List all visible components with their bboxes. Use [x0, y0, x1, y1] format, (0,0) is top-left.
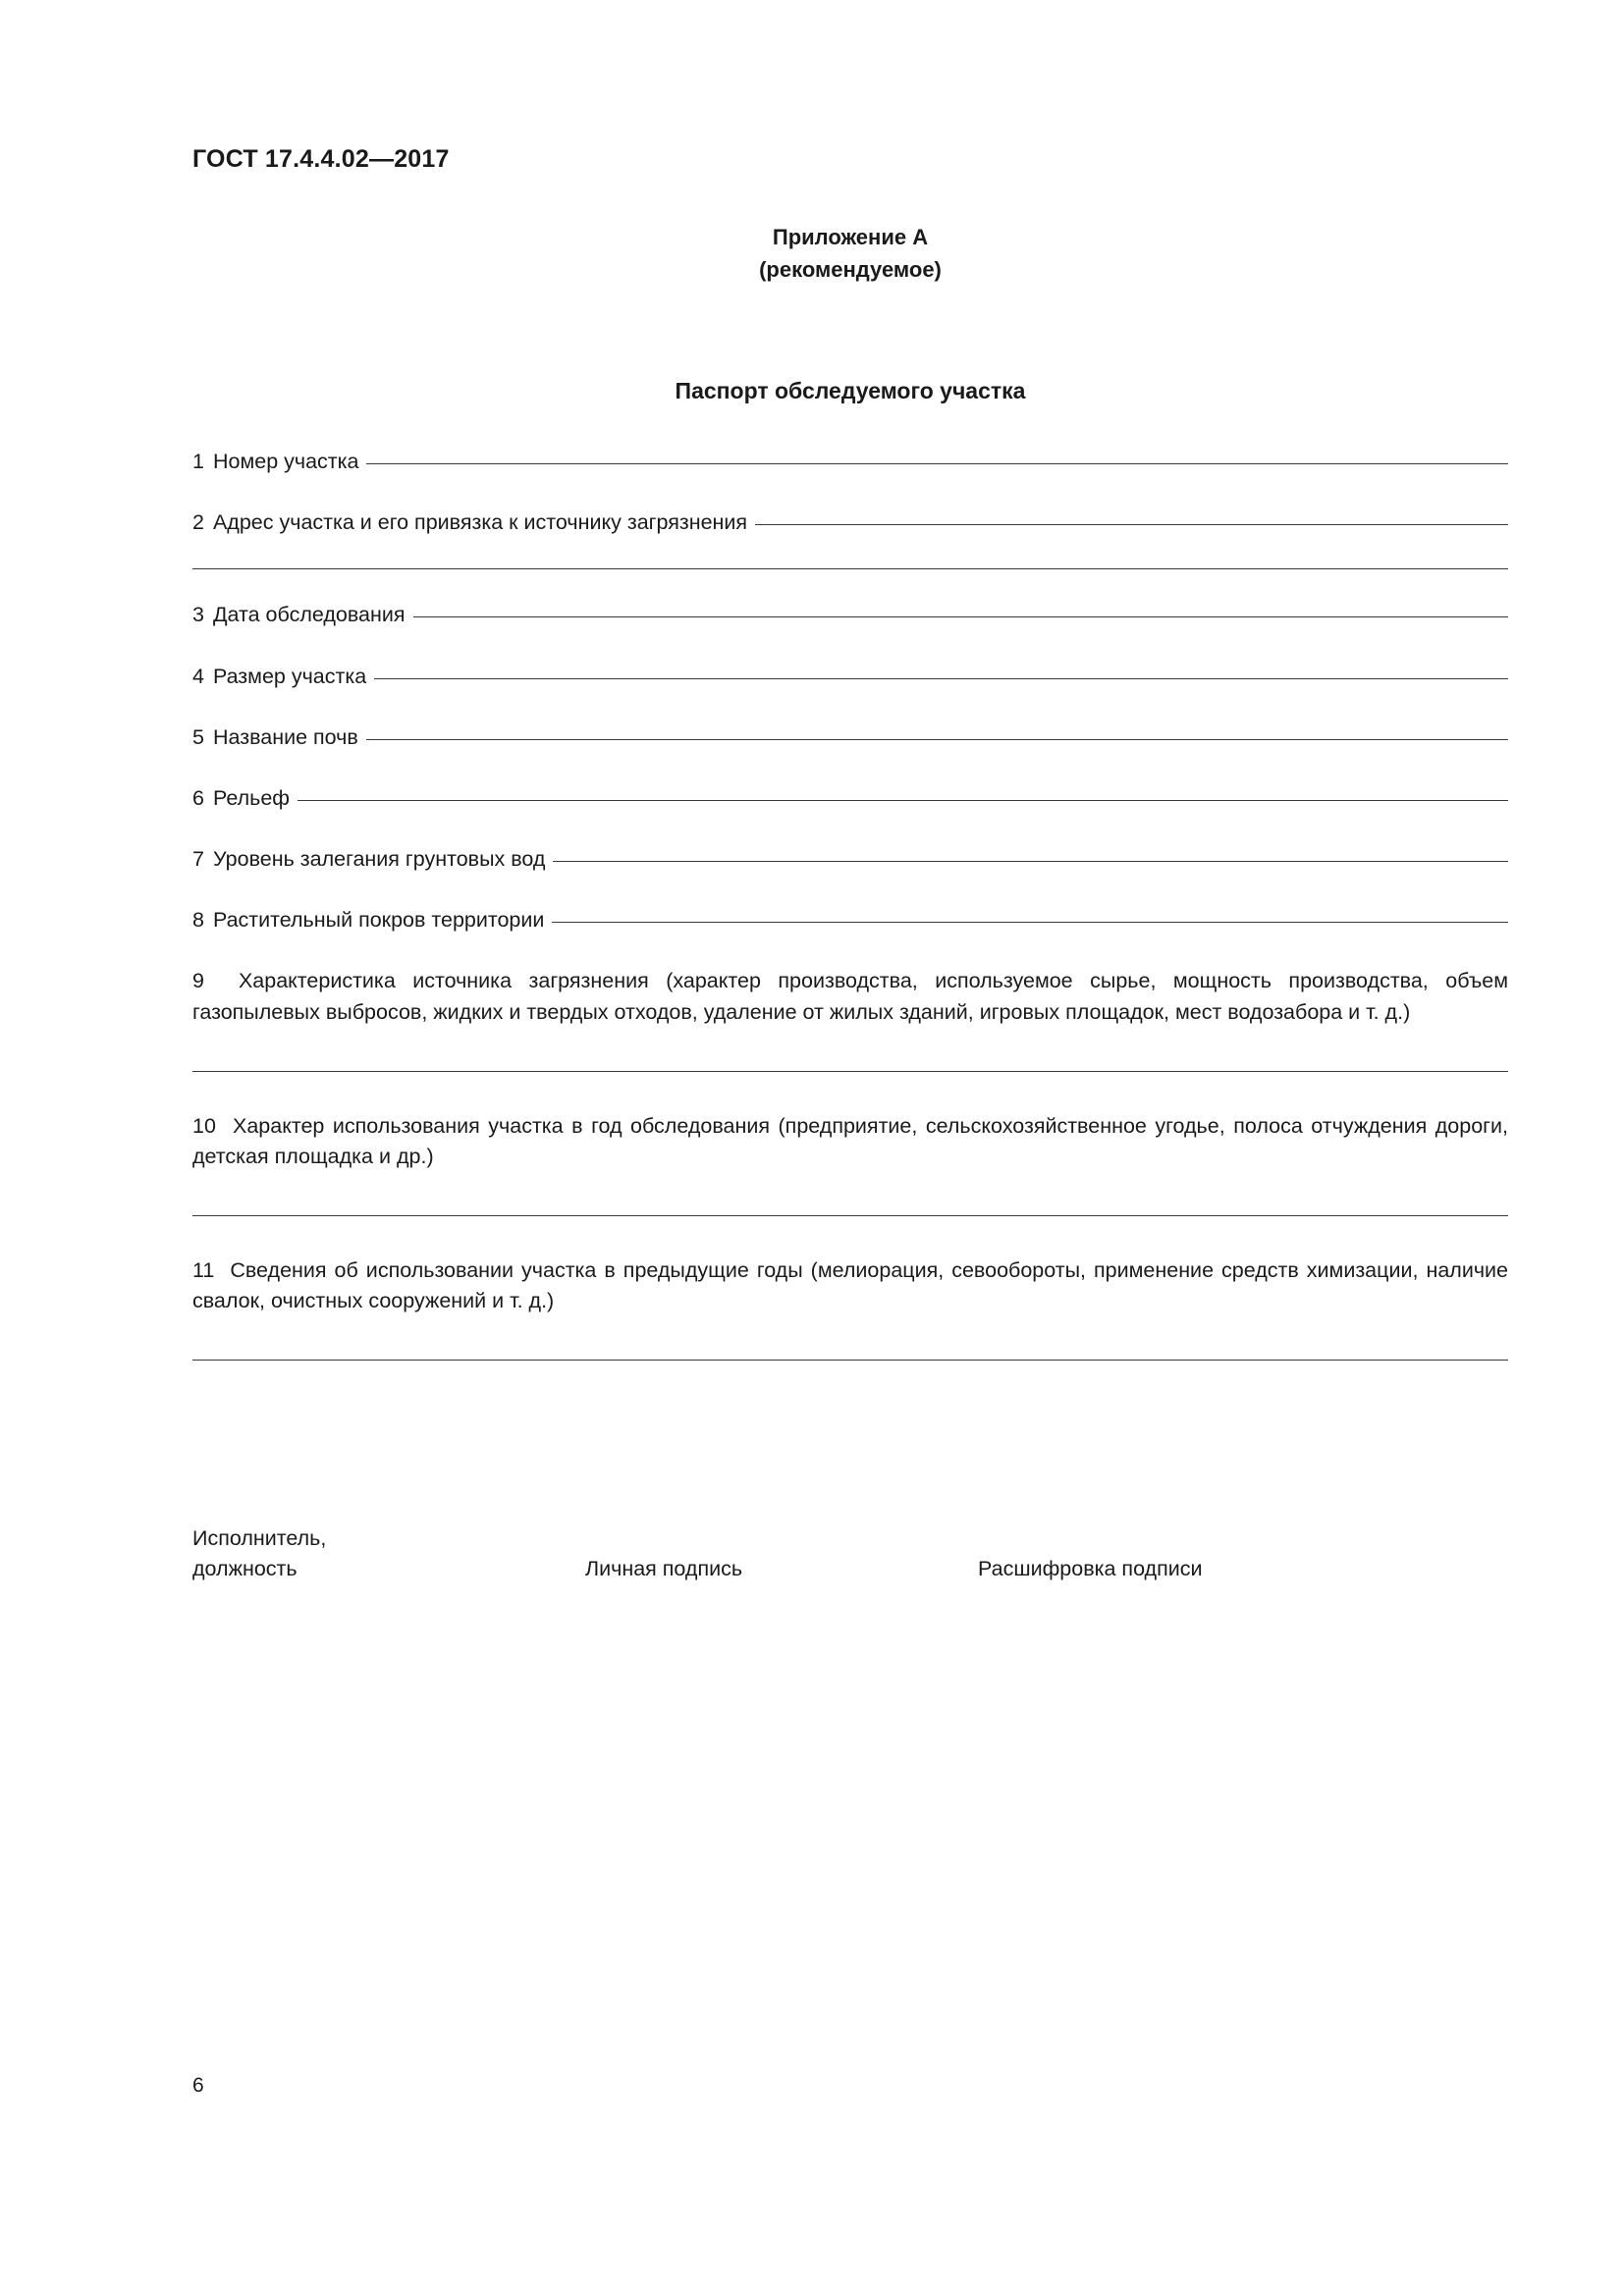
- field-number: 2: [192, 510, 204, 535]
- field-label: Размер участка: [212, 664, 367, 688]
- field-label: Сведения об использовании участка в предыдущие годы (мелиорация, севообороты, применение средств химизации, наличие свалок, очистных сооружений и т. д.): [192, 1258, 1508, 1313]
- field-number: 10: [192, 1113, 216, 1138]
- field-fill-line[interactable]: [366, 739, 1508, 740]
- field-text: [192, 1111, 1508, 1172]
- field-fill-line[interactable]: [366, 463, 1508, 464]
- annex-subtitle: (рекомендуемое): [759, 257, 942, 282]
- form-field-1: [192, 447, 1508, 477]
- form-fields-list: [192, 447, 1508, 1400]
- form-field-10-fill-line[interactable]: [192, 1215, 1508, 1216]
- form-field-10: [192, 1111, 1508, 1216]
- field-number: 9: [192, 969, 204, 993]
- field-label: Дата обследования: [212, 603, 406, 627]
- personal-signature-label: [585, 1523, 978, 1584]
- field-fill-line[interactable]: [553, 861, 1508, 862]
- executor-line-1: Исполнитель,: [192, 1526, 327, 1550]
- executor-line-2: должность: [192, 1557, 298, 1581]
- field-text: [192, 1255, 1508, 1316]
- form-title: Паспорт обследуемого участка: [675, 378, 1026, 403]
- field-number: 11: [192, 1258, 215, 1283]
- field-number: 5: [192, 724, 204, 749]
- field-label: Уровень залегания грунтовых вод: [212, 847, 546, 872]
- field-label: Номер участка: [212, 450, 359, 473]
- form-field-5: [192, 722, 1508, 753]
- page-number: 6: [192, 2074, 204, 2097]
- field-fill-line[interactable]: [552, 922, 1508, 923]
- field-fill-line[interactable]: [374, 678, 1508, 679]
- form-field-3: [192, 600, 1508, 630]
- field-fill-line[interactable]: [413, 616, 1508, 617]
- standard-code-header: ГОСТ 17.4.4.02—2017: [192, 145, 450, 173]
- form-field-8: [192, 905, 1508, 935]
- form-field-7: [192, 844, 1508, 875]
- field-label: Растительный покров территории: [212, 908, 545, 933]
- field-label: Характер использования участка в год обследования (предприятие, сельскохозяйственное угодье, полоса отчуждения дороги, детская площадка и др.): [192, 1113, 1508, 1168]
- field-label: Название почв: [212, 724, 358, 749]
- form-field-6: [192, 783, 1508, 814]
- signature-transcript-text: Расшифровка подписи: [978, 1557, 1203, 1580]
- form-field-4: [192, 662, 1508, 692]
- field-number: 4: [192, 664, 204, 688]
- form-field-11-fill-line[interactable]: [192, 1360, 1508, 1361]
- executor-label: [192, 1523, 585, 1584]
- field-fill-line[interactable]: [298, 800, 1508, 801]
- field-text: [192, 966, 1508, 1027]
- form-field-2-continuation-line[interactable]: [192, 568, 1508, 569]
- field-number: 6: [192, 785, 204, 810]
- field-label: Характеристика источника загрязнения (характер производства, используемое сырье, мощность производства, объем газопылевых выбросов, жидких и твердых отходов, удаление от жилых зданий, игровых площадок, мест водозабора и т. д.): [192, 969, 1508, 1024]
- field-number: 8: [192, 908, 204, 933]
- annex-title: Приложение А: [772, 225, 929, 249]
- form-field-2: [192, 507, 1508, 538]
- form-field-9: [192, 966, 1508, 1071]
- field-number: 3: [192, 603, 204, 627]
- signature-transcript-label: [978, 1523, 1371, 1584]
- field-label: Адрес участка и его привязка к источнику загрязнения: [212, 510, 748, 535]
- signature-block: [192, 1523, 1508, 1584]
- annex-heading: [192, 221, 1508, 286]
- field-number: 7: [192, 847, 204, 872]
- field-label: Рельеф: [212, 785, 291, 810]
- personal-signature-text: Личная подпись: [585, 1557, 743, 1580]
- field-number: 1: [192, 450, 204, 473]
- field-fill-line[interactable]: [755, 524, 1508, 525]
- form-field-9-fill-line[interactable]: [192, 1071, 1508, 1072]
- signature-row: [192, 1523, 1508, 1584]
- form-field-11: [192, 1255, 1508, 1361]
